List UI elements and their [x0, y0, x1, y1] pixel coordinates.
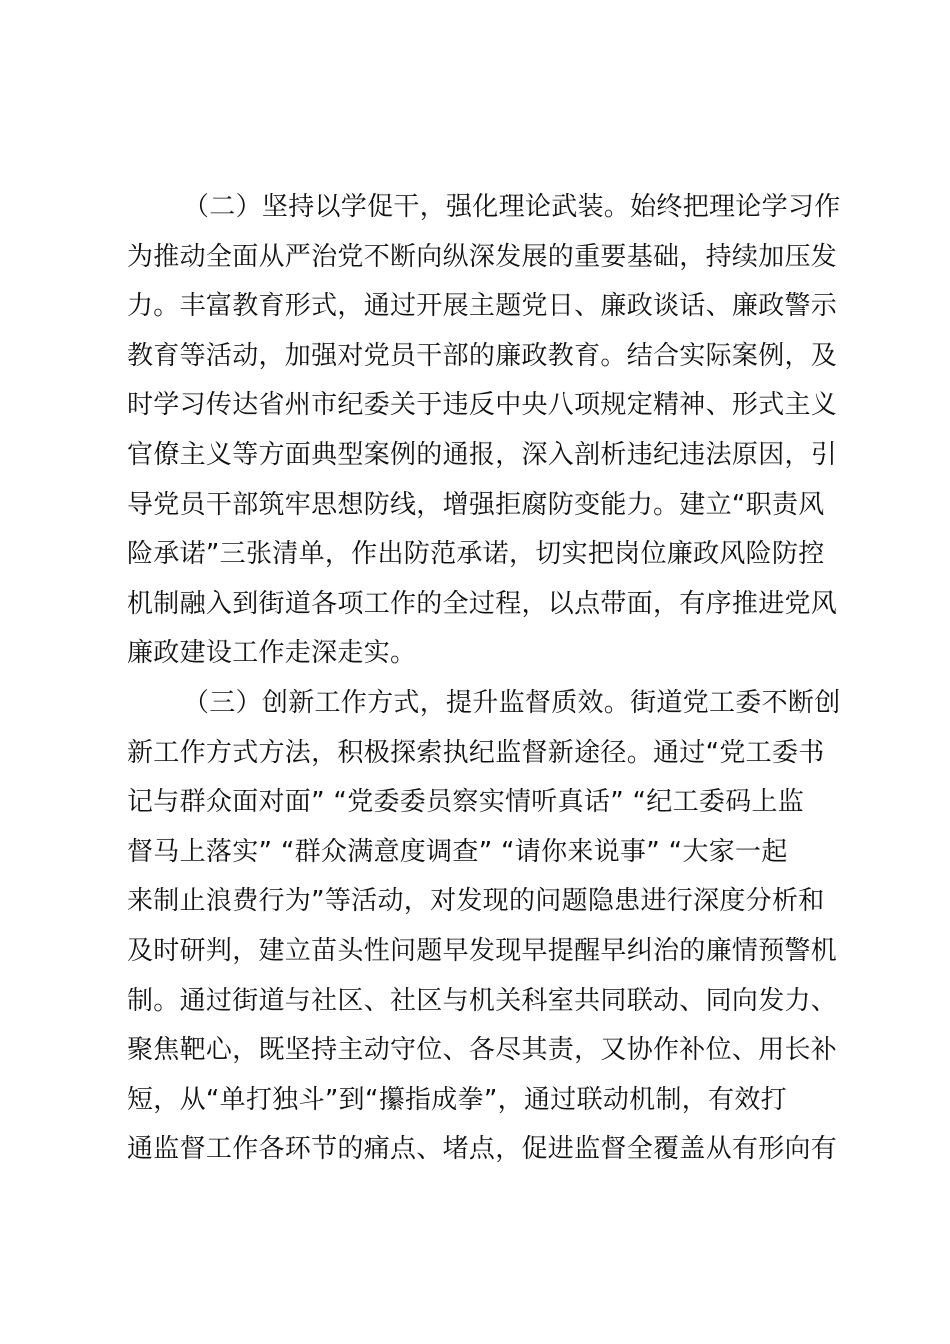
document-body	[127, 183, 841, 1175]
paragraph-2-line-8: 险承诺”三张清单，作出防范承诺，切实把岗位廉政风险防控	[127, 539, 825, 570]
paragraph-2-line-3: 力。丰富教育形式，通过开展主题党日、廉政谈话、廉政警示	[127, 291, 838, 322]
paragraph-3-line-4: 督马上落实” “群众满意度调查” “请你来说事” “大家一起	[127, 836, 788, 867]
paragraph-2-line-2: 为推动全面从严治党不断向纵深发展的重要基础，持续加压发	[127, 241, 838, 272]
paragraph-2-line-9: 机制融入到街道各项工作的全过程，以点带面，有序推进党风	[127, 588, 838, 619]
paragraph-3-line-1: （三）创新工作方式，提升监督质效。街道党工委不断创	[183, 687, 841, 718]
paragraph-2-line-4: 教育等活动，加强对党员干部的廉政教育。结合实际案例，及	[127, 340, 838, 371]
paragraph-2-line-6: 官僚主义等方面典型案例的通报，深入剖析违纪违法原因，引	[127, 439, 838, 470]
paragraph-3-line-6: 及时研判，建立苗头性问题早发现早提醒早纠治的廉情预警机	[127, 935, 838, 966]
paragraph-3-line-7: 制。通过街道与社区、社区与机关科室共同联动、同向发力、	[127, 985, 838, 1016]
paragraph-3-line-9: 短，从“单打独斗”到“攥指成拳”，通过联动机制，有效打	[127, 1084, 787, 1115]
paragraph-2-line-1: （二）坚持以学促干，强化理论武装。始终把理论学习作	[183, 192, 841, 222]
paragraph-3-line-2: 新工作方式方法，积极探索执纪监督新途径。通过“党工委书	[127, 737, 825, 768]
paragraph-3-line-10: 通监督工作各环节的痛点、堵点，促进监督全覆盖从有形向有	[127, 1134, 838, 1165]
paragraph-3-line-3: 记与群众面对面” “党委委员察实情听真话” “纪工委码上监	[127, 787, 805, 818]
paragraph-3-line-8: 聚焦靶心，既坚持主动守位、各尽其责，又协作补位、用长补	[127, 1035, 838, 1066]
paragraph-2-line-10: 廉政建设工作走深走实。	[127, 638, 417, 669]
paragraph-3-line-5: 来制止浪费行为”等活动，对发现的问题隐患进行深度分析和	[127, 886, 825, 917]
paragraph-2-line-7: 导党员干部筑牢思想防线，增强拒腐防变能力。建立“职责风	[127, 489, 825, 520]
paragraph-2-line-5: 时学习传达省州市纪委关于违反中央八项规定精神、形式主义	[127, 390, 838, 421]
